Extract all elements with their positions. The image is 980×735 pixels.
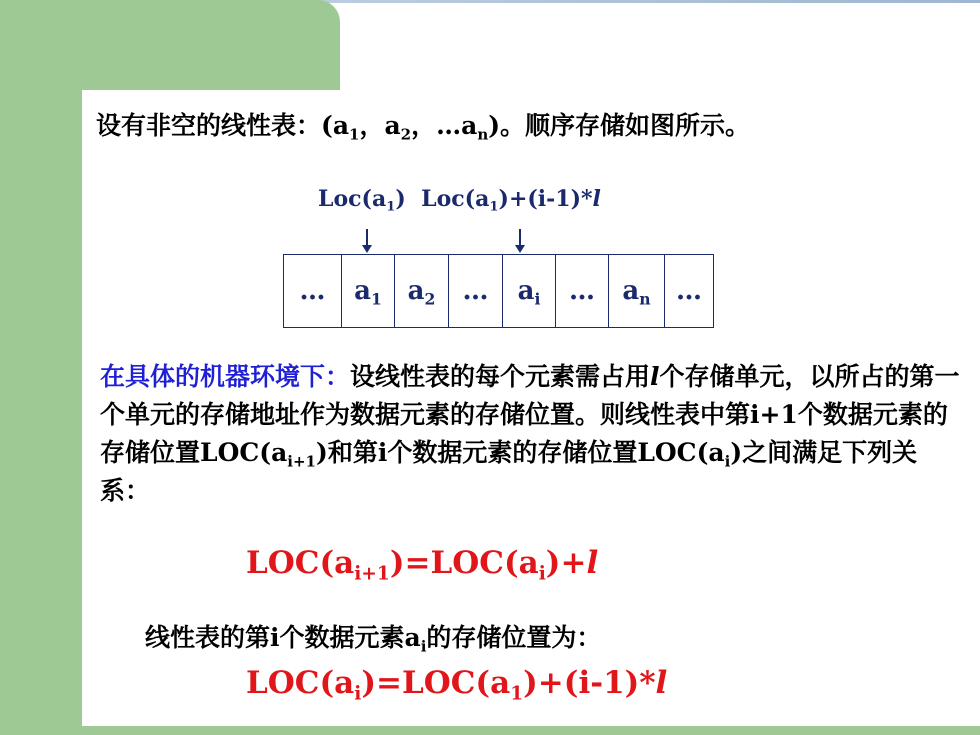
highlight-phrase: 在具体的机器环境下： (100, 362, 351, 391)
explanation-paragraph: 在具体的机器环境下：设线性表的每个元素需占用l个存储单元，以所占的第一个单元的存储地址作为数据元素的存储位置。则线性表中第i+1个数据元素的存储位置$LOC(a_{i+1})$和第i个数据元素的存储位置$LOC(a_i)$之间满足下列关系： (100, 362, 960, 505)
storage-cell: … (449, 255, 503, 328)
storage-cell: … (665, 255, 714, 328)
storage-cell: $a_2$ (395, 255, 449, 328)
storage-cell: $a_n$ (609, 255, 665, 328)
top-green-tab (0, 0, 340, 90)
relation-formula: $LOC(a_{i+1})=LOC(a_i)+l$ (246, 545, 599, 585)
intro-sentence: 设有非空的线性表：($a_1$，$a_2$，$\dots a_n$)。顺序存储如图所示。 (96, 111, 751, 144)
bottom-green-strip (0, 726, 980, 735)
arrow-to-ai (519, 229, 521, 251)
arrow-to-a1 (366, 229, 368, 251)
position-sentence: 线性表的第i个数据元素$a_i$的存储位置为： (145, 623, 602, 656)
storage-cell: … (556, 255, 609, 328)
storage-cell: $a_i$ (503, 255, 556, 328)
storage-cell: … (284, 255, 342, 328)
loc-ai-label: $Loc(a_1)+(i-1)*l$ (421, 186, 601, 215)
loc-a1-label: $Loc(a_1)$ (318, 186, 406, 215)
storage-cell: $a_1$ (342, 255, 395, 328)
diagram-address-labels (318, 186, 601, 215)
sequential-storage-diagram (283, 254, 714, 328)
left-green-band (0, 0, 82, 735)
storage-cells-row (284, 255, 714, 328)
position-formula: $LOC(a_i)=LOC(a_1)+(i-1)*l$ (246, 665, 668, 705)
